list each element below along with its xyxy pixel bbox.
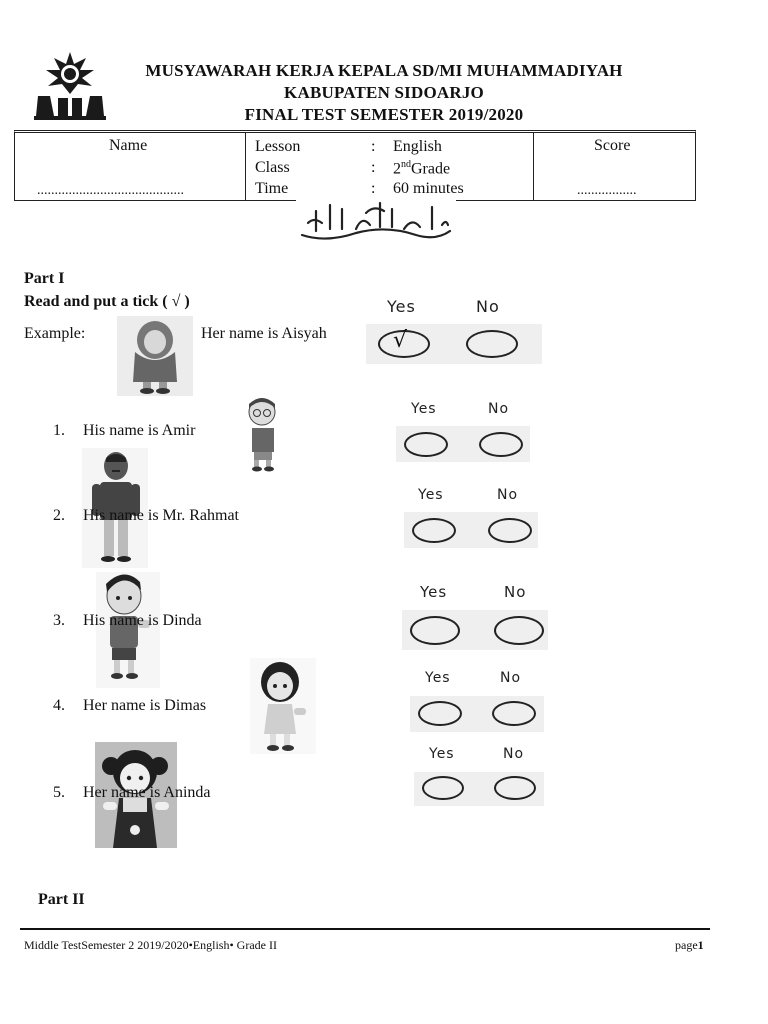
footer-page-value: 1 [697, 938, 704, 952]
question-1-yes-option[interactable] [404, 432, 448, 457]
lesson-label: Lesson [255, 138, 301, 155]
question-1-no-label: No [488, 401, 510, 417]
boy-glasses-illustration [238, 396, 290, 474]
question-2-yes-option[interactable] [412, 518, 456, 543]
score-field[interactable]: ................. [577, 183, 637, 198]
question-2-no-label: No [497, 487, 519, 503]
header-title-line1: MUSYAWARAH KERJA KEPALA SD/MI MUHAMMADIYAH [145, 61, 623, 80]
part2-title: Part II [38, 891, 85, 908]
question-1-text: His name is Amir [83, 422, 196, 439]
time-value: 60 minutes [393, 180, 464, 197]
question-2-no-option[interactable] [488, 518, 532, 543]
class-colon: : [371, 159, 376, 176]
question-3-text: His name is Dinda [83, 612, 202, 629]
name-label: Name [109, 137, 148, 154]
class-value [393, 159, 450, 178]
class-value-suffix: nd [401, 159, 411, 170]
name-field[interactable]: .......................................... [37, 183, 184, 198]
question-4-number: 4. [53, 697, 65, 714]
example-no-label: No [476, 297, 500, 316]
question-4-yes-option[interactable] [418, 701, 462, 726]
lesson-value: English [393, 138, 442, 155]
example-no-circle [466, 330, 518, 358]
class-value-grade: Grade [411, 160, 451, 178]
question-4-no-option[interactable] [492, 701, 536, 726]
time-colon: : [371, 180, 376, 197]
question-3-yes-label: Yes [420, 583, 448, 601]
footer-page-number [675, 938, 704, 953]
footer-divider [20, 928, 710, 930]
question-3-yes-option[interactable] [410, 616, 460, 645]
class-label: Class [255, 159, 290, 176]
table-divider [245, 133, 246, 200]
example-label: Example: [24, 325, 86, 342]
question-5-no-label: No [503, 746, 525, 762]
footer-page-label: page [675, 938, 698, 952]
example-sentence: Her name is Aisyah [201, 325, 327, 342]
header-title-line2: KABUPATEN SIDOARJO [284, 83, 484, 102]
question-2-number: 2. [53, 507, 65, 524]
table-divider [533, 133, 534, 200]
question-3-number: 3. [53, 612, 65, 629]
tick-icon: √ [393, 328, 408, 353]
question-5-yes-option[interactable] [422, 776, 464, 800]
question-2-text: His name is Mr. Rahmat [83, 507, 239, 524]
question-4-no-label: No [500, 670, 522, 686]
boy-illustration [96, 572, 160, 688]
score-label: Score [594, 137, 631, 154]
example-yes-label: Yes [387, 297, 416, 316]
question-5-no-option[interactable] [494, 776, 536, 800]
girl-illustration [250, 658, 316, 754]
question-5-number: 5. [53, 784, 65, 801]
header-title-line3: FINAL TEST SEMESTER 2019/2020 [244, 105, 524, 124]
question-1-number: 1. [53, 422, 65, 439]
question-2-yes-label: Yes [418, 487, 444, 503]
footer-document-info: Middle TestSemester 2 2019/2020•English• Grade II [24, 938, 277, 952]
question-5-text: Her name is Aninda [83, 784, 211, 801]
time-label: Time [255, 180, 289, 197]
student-info-table [14, 130, 696, 201]
part1-instruction: Read and put a tick ( √ ) [24, 293, 190, 310]
question-4-yes-label: Yes [425, 670, 451, 686]
question-4-text: Her name is Dimas [83, 697, 207, 714]
girl-hijab-illustration [117, 316, 193, 396]
question-1-yes-label: Yes [411, 401, 437, 417]
question-3-no-label: No [504, 583, 527, 601]
class-value-number: 2 [393, 160, 401, 178]
bismillah-calligraphy [296, 195, 456, 247]
part1-title: Part I [24, 270, 65, 287]
lesson-colon: : [371, 138, 376, 155]
question-1-no-option[interactable] [479, 432, 523, 457]
question-5-yes-label: Yes [429, 746, 455, 762]
question-3-no-option[interactable] [494, 616, 544, 645]
